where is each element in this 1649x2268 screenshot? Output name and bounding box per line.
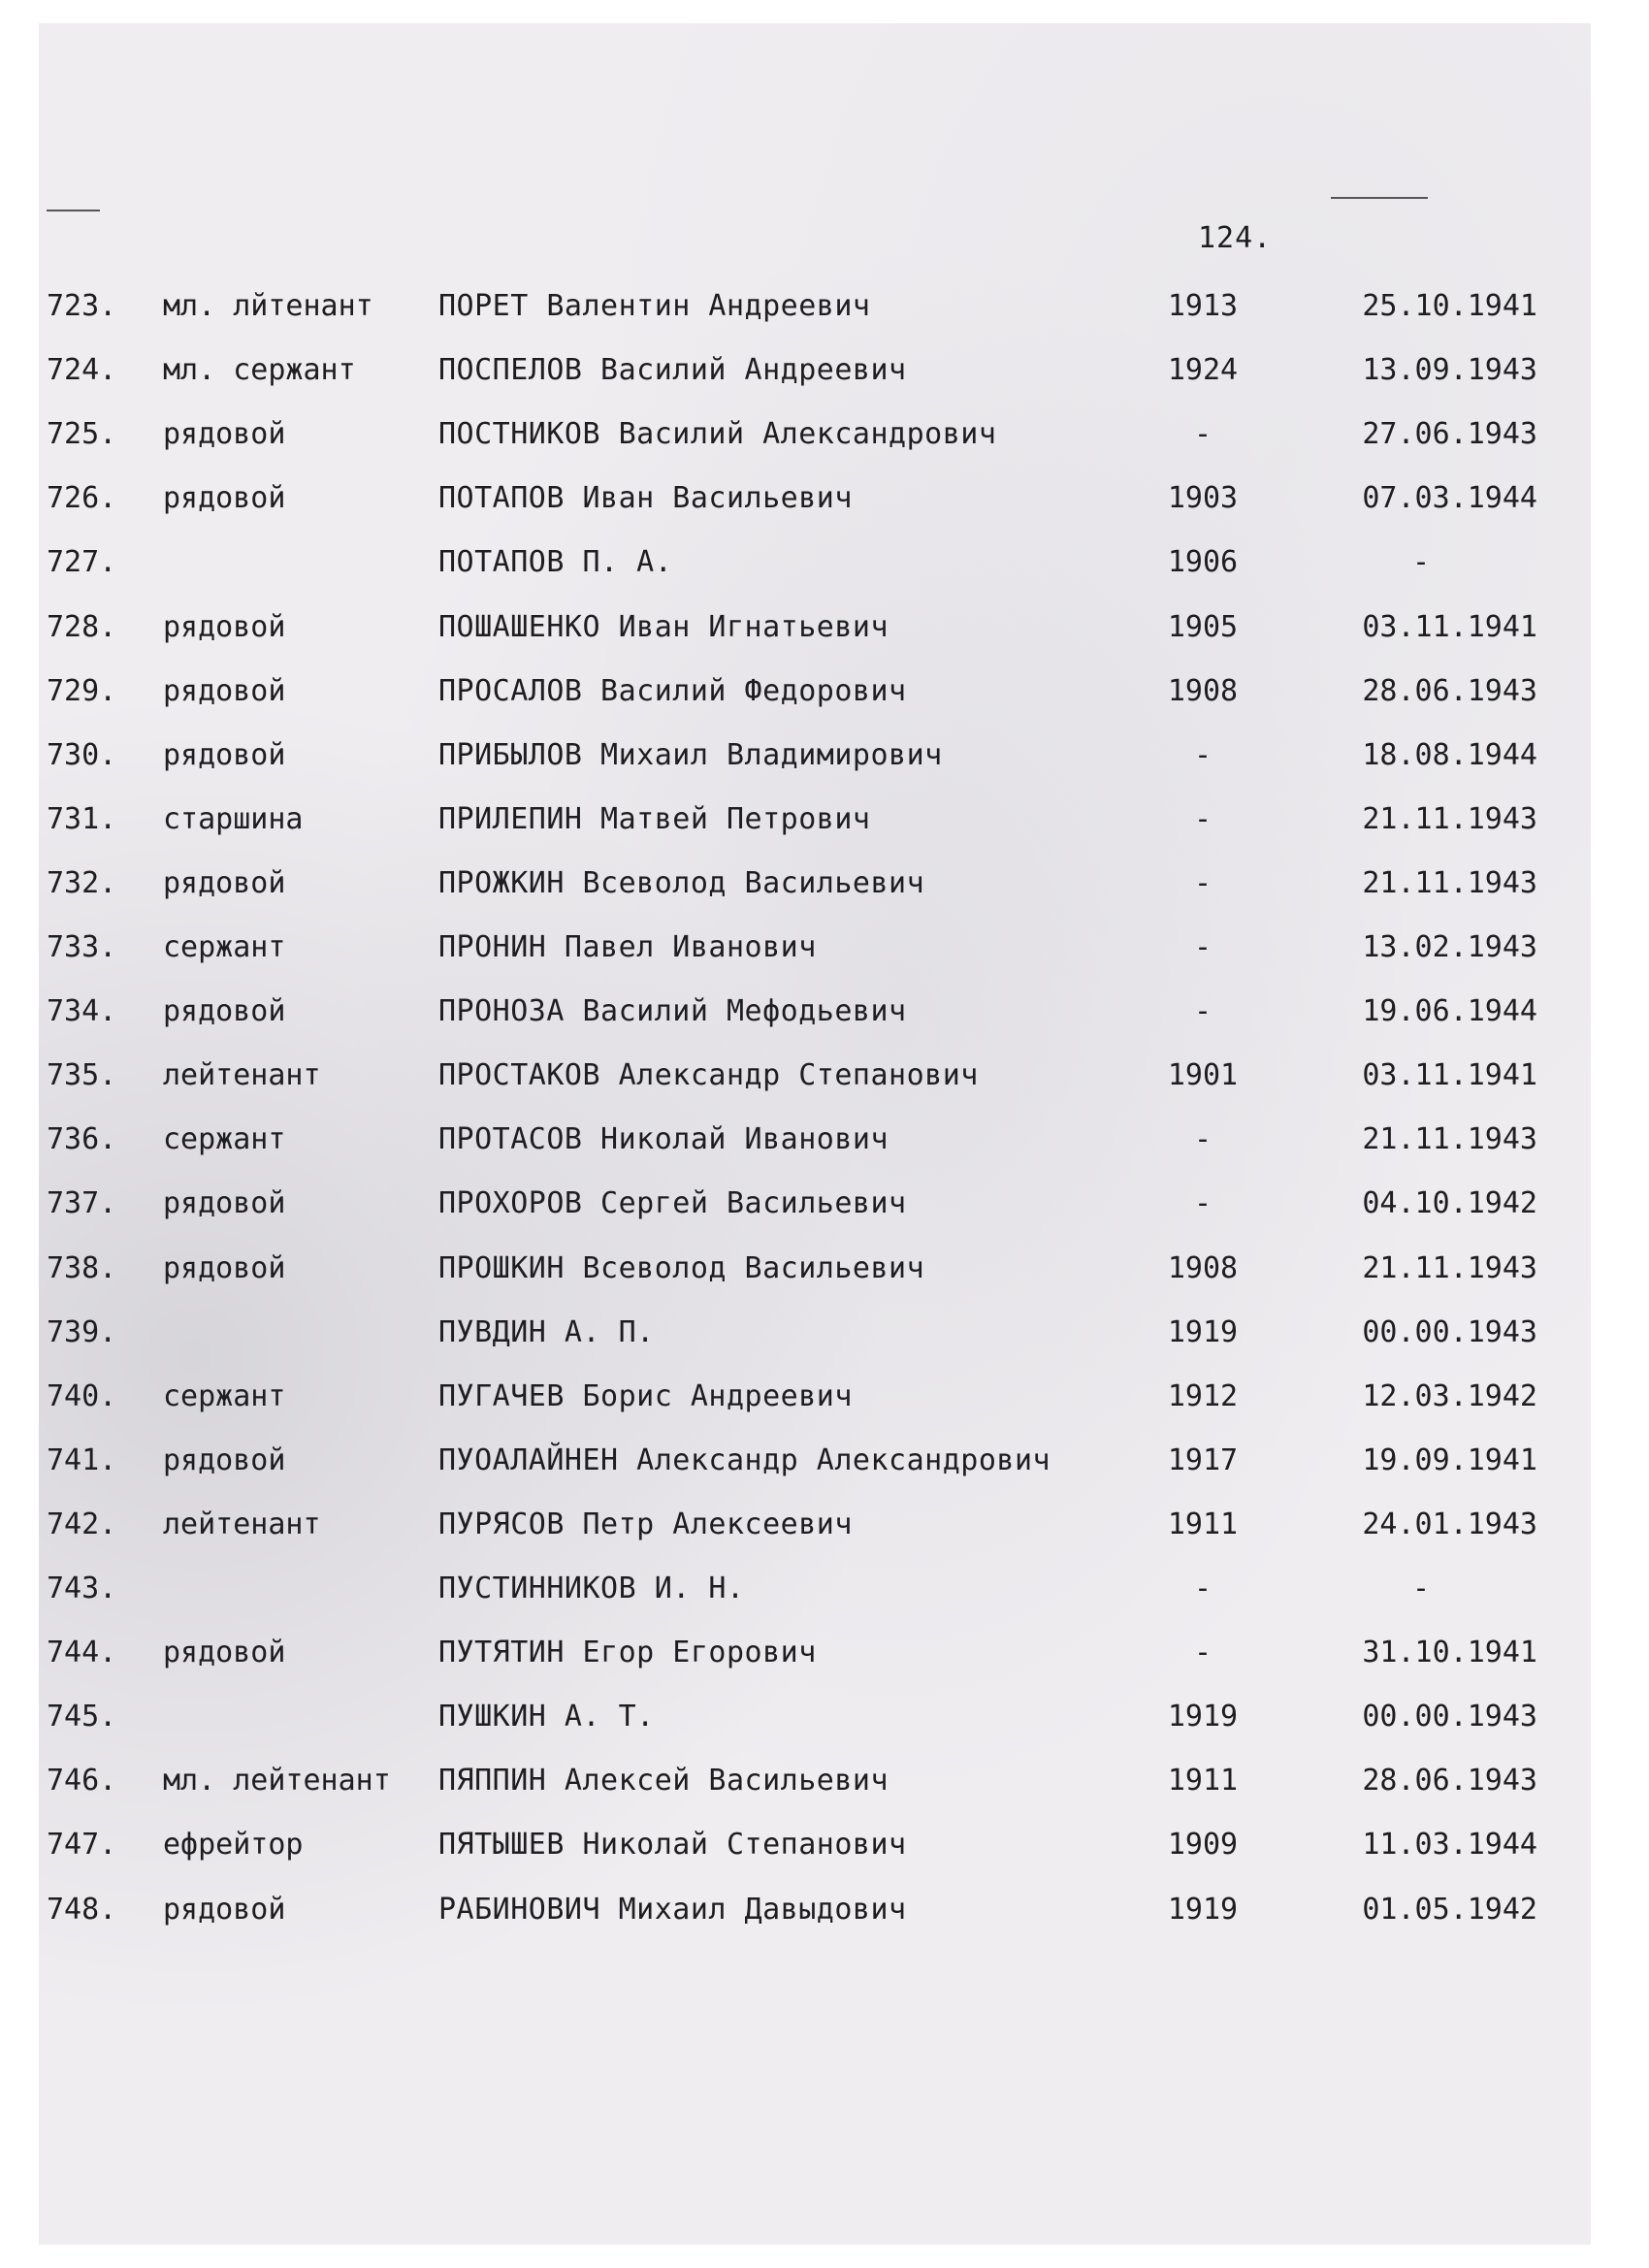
record-number: 747. xyxy=(47,1828,117,1863)
record-name: ПЯТЫШЕВ Николай Степанович xyxy=(438,1828,907,1863)
record-name: ПОТАПОВ П. А. xyxy=(438,545,673,580)
record-death-date: 31.10.1941 xyxy=(1362,1636,1537,1670)
record-name: ПРОСАЛОВ Василий Федорович xyxy=(438,673,907,708)
record-birth-year: 1905 xyxy=(1167,609,1239,644)
page-number: 124. xyxy=(1198,221,1273,255)
record-name: ПЯППИН Алексей Васильевич xyxy=(438,1764,889,1798)
record-number: 723. xyxy=(47,289,117,323)
record-name: ПОСТНИКОВ Василий Александрович xyxy=(438,417,997,452)
record-birth-year: 1913 xyxy=(1167,289,1239,323)
record-death-date: - xyxy=(1411,1571,1431,1605)
record-row xyxy=(0,606,1649,649)
margin-mark-left xyxy=(47,210,100,211)
record-number: 725. xyxy=(47,417,117,452)
record-row xyxy=(0,990,1649,1033)
record-row xyxy=(0,1696,1649,1738)
record-rank: мл. лейтенант xyxy=(163,1764,391,1798)
record-birth-year: - xyxy=(1193,1571,1212,1605)
record-number: 738. xyxy=(47,1250,117,1285)
record-rank: лейтенант xyxy=(163,1507,321,1541)
record-death-date: 21.11.1943 xyxy=(1362,1122,1537,1157)
record-birth-year: - xyxy=(1193,417,1212,452)
record-death-date: 21.11.1943 xyxy=(1362,865,1537,900)
record-number: 739. xyxy=(47,1314,117,1349)
record-death-date: 07.03.1944 xyxy=(1362,481,1537,516)
record-number: 736. xyxy=(47,1122,117,1157)
record-birth-year: 1908 xyxy=(1167,673,1239,708)
record-death-date: 24.01.1943 xyxy=(1362,1507,1537,1541)
record-rank: старшина xyxy=(163,801,304,836)
record-birth-year: - xyxy=(1193,737,1212,772)
record-number: 730. xyxy=(47,737,117,772)
record-name: ПУВДИН А. П. xyxy=(438,1314,655,1349)
record-rank: рядовой xyxy=(163,1250,286,1285)
record-death-date: 19.09.1941 xyxy=(1362,1442,1537,1477)
record-row xyxy=(0,670,1649,713)
record-birth-year: 1911 xyxy=(1167,1507,1239,1541)
record-death-date: 13.09.1943 xyxy=(1362,353,1537,388)
record-row xyxy=(0,1889,1649,1931)
record-birth-year: 1908 xyxy=(1167,1250,1239,1285)
record-rank: рядовой xyxy=(163,1636,286,1670)
record-row xyxy=(0,477,1649,520)
record-birth-year: - xyxy=(1193,930,1212,964)
record-death-date: - xyxy=(1411,545,1431,580)
record-name: ПОРЕТ Валентин Андреевич xyxy=(438,289,871,323)
record-rank: рядовой xyxy=(163,994,286,1029)
record-row xyxy=(0,349,1649,392)
record-birth-year: 1909 xyxy=(1167,1828,1239,1863)
record-number: 733. xyxy=(47,930,117,964)
record-death-date: 19.06.1944 xyxy=(1362,994,1537,1029)
record-rank: рядовой xyxy=(163,417,286,452)
record-row xyxy=(0,926,1649,969)
record-name: ПРОХОРОВ Сергей Васильевич xyxy=(438,1186,907,1221)
record-number: 735. xyxy=(47,1058,117,1093)
record-row xyxy=(0,541,1649,584)
record-row xyxy=(0,413,1649,456)
record-row xyxy=(0,1504,1649,1546)
record-name: ПУРЯСОВ Петр Алексеевич xyxy=(438,1507,853,1541)
record-name: ПУГАЧЕВ Борис Андреевич xyxy=(438,1378,853,1413)
record-death-date: 21.11.1943 xyxy=(1362,1250,1537,1285)
record-number: 731. xyxy=(47,801,117,836)
record-birth-year: 1912 xyxy=(1167,1378,1239,1413)
record-name: ПОСПЕЛОВ Василий Андреевич xyxy=(438,353,907,388)
record-death-date: 12.03.1942 xyxy=(1362,1378,1537,1413)
record-number: 727. xyxy=(47,545,117,580)
record-birth-year: - xyxy=(1193,1186,1212,1221)
record-row xyxy=(0,1376,1649,1418)
record-number: 724. xyxy=(47,353,117,388)
record-name: ПРОСТАКОВ Александр Степанович xyxy=(438,1058,979,1093)
record-rank: сержант xyxy=(163,930,286,964)
record-death-date: 27.06.1943 xyxy=(1362,417,1537,452)
record-row xyxy=(0,1760,1649,1802)
record-number: 745. xyxy=(47,1700,117,1734)
record-number: 734. xyxy=(47,994,117,1029)
record-number: 744. xyxy=(47,1636,117,1670)
record-rank: сержант xyxy=(163,1122,286,1157)
record-name: ПУОАЛАЙНЕН Александр Александрович xyxy=(438,1442,1051,1477)
record-death-date: 03.11.1941 xyxy=(1362,1058,1537,1093)
record-name: ПУСТИННИКОВ И. Н. xyxy=(438,1571,745,1605)
record-number: 740. xyxy=(47,1378,117,1413)
record-death-date: 25.10.1941 xyxy=(1362,289,1537,323)
record-number: 726. xyxy=(47,481,117,516)
record-birth-year: 1919 xyxy=(1167,1700,1239,1734)
record-death-date: 28.06.1943 xyxy=(1362,673,1537,708)
record-number: 732. xyxy=(47,865,117,900)
record-birth-year: - xyxy=(1193,1122,1212,1157)
record-name: ПРОЖКИН Всеволод Васильевич xyxy=(438,865,925,900)
record-rank: лейтенант xyxy=(163,1058,321,1093)
record-row xyxy=(0,1054,1649,1097)
record-number: 741. xyxy=(47,1442,117,1477)
record-row xyxy=(0,1568,1649,1610)
record-death-date: 03.11.1941 xyxy=(1362,609,1537,644)
record-row xyxy=(0,1632,1649,1674)
record-birth-year: 1903 xyxy=(1167,481,1239,516)
record-number: 729. xyxy=(47,673,117,708)
record-name: ПРОШКИН Всеволод Васильевич xyxy=(438,1250,925,1285)
record-rank: рядовой xyxy=(163,737,286,772)
record-rank: мл. лйтенант xyxy=(163,289,373,323)
record-rank: ефрейтор xyxy=(163,1828,304,1863)
record-birth-year: 1924 xyxy=(1167,353,1239,388)
record-rank: рядовой xyxy=(163,609,286,644)
record-number: 728. xyxy=(47,609,117,644)
record-birth-year: - xyxy=(1193,865,1212,900)
record-row xyxy=(0,1440,1649,1482)
record-rank: рядовой xyxy=(163,1186,286,1221)
record-death-date: 01.05.1942 xyxy=(1362,1892,1537,1927)
record-name: ПУШКИН А. Т. xyxy=(438,1700,655,1734)
record-birth-year: - xyxy=(1193,801,1212,836)
record-rank: рядовой xyxy=(163,1442,286,1477)
record-name: ПРИЛЕПИН Матвей Петрович xyxy=(438,801,871,836)
record-number: 737. xyxy=(47,1186,117,1221)
record-name: ПРОТАСОВ Николай Иванович xyxy=(438,1122,889,1157)
record-birth-year: 1911 xyxy=(1167,1764,1239,1798)
record-name: ПРОНИН Павел Иванович xyxy=(438,930,817,964)
record-death-date: 18.08.1944 xyxy=(1362,737,1537,772)
record-death-date: 04.10.1942 xyxy=(1362,1186,1537,1221)
record-death-date: 11.03.1944 xyxy=(1362,1828,1537,1863)
record-row xyxy=(0,798,1649,841)
record-number: 746. xyxy=(47,1764,117,1798)
record-name: ПРОНОЗА Василий Мефодьевич xyxy=(438,994,907,1029)
record-row xyxy=(0,1247,1649,1290)
record-number: 743. xyxy=(47,1571,117,1605)
record-number: 742. xyxy=(47,1507,117,1541)
record-rank: сержант xyxy=(163,1378,286,1413)
record-rank: рядовой xyxy=(163,1892,286,1927)
record-birth-year: 1901 xyxy=(1167,1058,1239,1093)
record-birth-year: - xyxy=(1193,994,1212,1029)
record-birth-year: 1906 xyxy=(1167,545,1239,580)
record-row xyxy=(0,1824,1649,1866)
record-death-date: 00.00.1943 xyxy=(1362,1700,1537,1734)
record-name: ПУТЯТИН Егор Егорович xyxy=(438,1636,817,1670)
record-death-date: 21.11.1943 xyxy=(1362,801,1537,836)
record-death-date: 13.02.1943 xyxy=(1362,930,1537,964)
record-number: 748. xyxy=(47,1892,117,1927)
record-row xyxy=(0,1312,1649,1354)
record-rank: рядовой xyxy=(163,673,286,708)
record-name: РАБИНОВИЧ Михаил Давыдович xyxy=(438,1892,907,1927)
record-birth-year: 1917 xyxy=(1167,1442,1239,1477)
record-birth-year: - xyxy=(1193,1636,1212,1670)
record-row xyxy=(0,862,1649,905)
record-row xyxy=(0,734,1649,777)
record-name: ПРИБЫЛОВ Михаил Владимирович xyxy=(438,737,943,772)
record-row xyxy=(0,285,1649,328)
record-name: ПОТАПОВ Иван Васильевич xyxy=(438,481,853,516)
record-death-date: 00.00.1943 xyxy=(1362,1314,1537,1349)
record-death-date: 28.06.1943 xyxy=(1362,1764,1537,1798)
margin-mark-right xyxy=(1331,197,1428,199)
record-rank: мл. сержант xyxy=(163,353,356,388)
record-birth-year: 1919 xyxy=(1167,1314,1239,1349)
record-birth-year: 1919 xyxy=(1167,1892,1239,1927)
record-rank: рядовой xyxy=(163,865,286,900)
record-row xyxy=(0,1118,1649,1161)
record-row xyxy=(0,1183,1649,1225)
record-name: ПОШАШЕНКО Иван Игнатьевич xyxy=(438,609,889,644)
record-rank: рядовой xyxy=(163,481,286,516)
